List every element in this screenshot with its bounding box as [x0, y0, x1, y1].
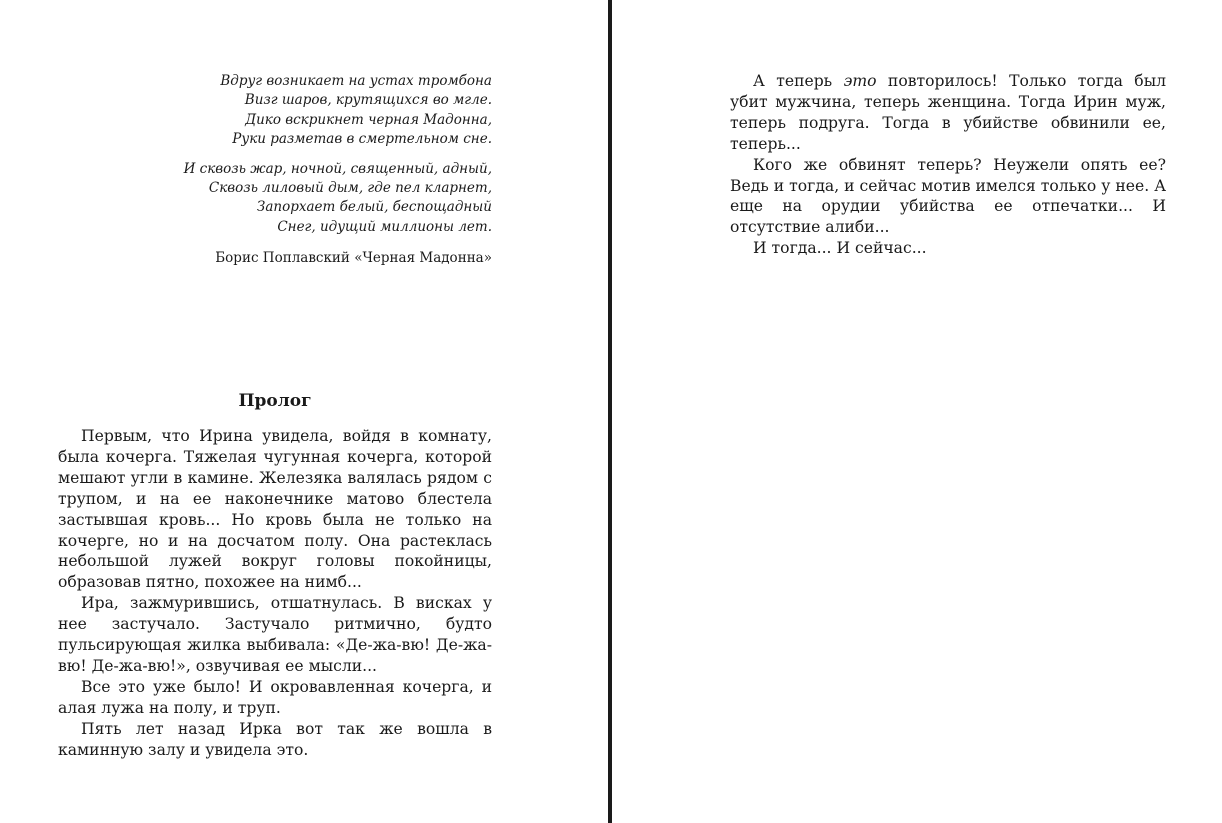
paragraph-text: А теперь — [753, 72, 844, 90]
epigraph-author: Борис Поплавский «Черная Мадонна» — [215, 250, 492, 267]
paragraph: Первым, что Ирина увидела, войдя в комнату, была кочерга. Тяжелая чугунная кочерга, которой мешают угли в камине. Железяка валялась рядом с трупом, и на ее наконечнике матово блестела застывшая кровь... Но кровь была не только на кочерге, но и на досчатом полу. Она растеклась небольшой лужей вокруг головы покойницы, образовав пятно, похожее на нимб... — [58, 427, 492, 592]
paragraph: Кого же обвинят теперь? Неужели опять ее? Ведь и тогда, и сейчас мотив имелся только у нее. А еще на орудии убийства ее отпечатки... И отсутствие алиби... — [730, 155, 1166, 237]
epigraph-line: Вдруг возникает на устах тромбона — [220, 73, 492, 89]
epigraph-line: И сквозь жар, ночной, священный, адный, — [183, 160, 492, 177]
paragraph: И тогда... И сейчас... — [753, 239, 927, 258]
epigraph-line: Дико вскрикнет черная Мадонна, — [245, 111, 492, 128]
left-page — [0, 0, 608, 823]
paragraph — [730, 71, 1166, 155]
book-spine — [608, 0, 612, 823]
epigraph-stanza — [120, 160, 492, 238]
paragraph: Ира, зажмурившись, отшатнулась. В висках у нее застучало. Застучало ритмично, будто пульсирующая жилка выбивала: «Де-жа-вю! Де-жа-вю! Де-жа-вю!», озвучивая ее мысли... — [58, 594, 492, 675]
paragraph: Все это уже было! И окровавленная кочерга, и алая лужа на полу, и труп. — [58, 677, 492, 717]
right-page-body — [730, 71, 1166, 259]
left-page-body — [58, 426, 492, 761]
chapter-title: Пролог — [238, 391, 312, 411]
paragraph: Пять лет назад Ирка вот так же вошла в каминную залу и увидела это. — [58, 719, 492, 759]
epigraph-stanza — [120, 72, 492, 150]
paragraph-text: повторилось! Только тогда был убит мужчина, теперь женщина. Тогда Ирин муж, теперь подруга. Тогда в убийстве обвинили ее, теперь... — [730, 72, 1167, 153]
epigraph-line: Визг шаров, крутящихся во мгле. — [244, 92, 492, 109]
epigraph — [120, 72, 492, 268]
epigraph-line: Снег, идущий миллионы лет. — [277, 218, 492, 235]
epigraph-line: Руки разметав в смертельном сне. — [232, 131, 492, 148]
emphasized-word: это — [843, 72, 877, 90]
epigraph-line: Запорхает белый, беспощадный — [256, 199, 492, 216]
epigraph-line: Сквозь лиловый дым, где пел кларнет, — [208, 180, 492, 197]
